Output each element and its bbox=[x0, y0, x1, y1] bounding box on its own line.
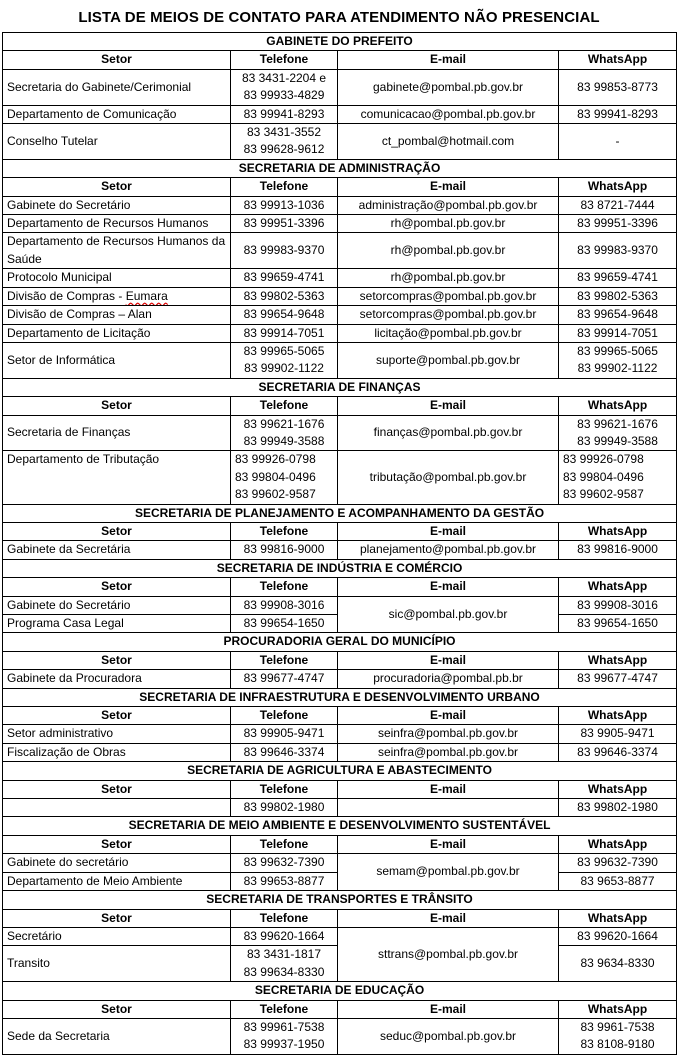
email-cell: ct_pombal@hotmail.com bbox=[338, 124, 559, 160]
setor-cell bbox=[3, 670, 231, 688]
setor-text: Gabinete do secretário bbox=[7, 855, 129, 870]
section-row bbox=[3, 159, 677, 177]
whatsapp-cell: 83 9653-8877 bbox=[559, 872, 677, 890]
header-telefone: Telefone bbox=[231, 578, 338, 596]
header-email: E-mail bbox=[338, 51, 559, 69]
table-row bbox=[3, 105, 677, 123]
header-email: E-mail bbox=[338, 178, 559, 196]
telefone-cell: 83 99914-7051 bbox=[231, 324, 338, 342]
table-row bbox=[3, 342, 677, 378]
telefone-cell: 83 3431-3552 83 99628-9612 bbox=[231, 124, 338, 160]
email-cell: seinfra@pombal.pb.gov.br bbox=[338, 725, 559, 743]
header-whatsapp: WhatsApp bbox=[559, 780, 677, 798]
header-row bbox=[3, 522, 677, 540]
whatsapp-cell: 83 99908-3016 bbox=[559, 596, 677, 614]
section-row bbox=[3, 762, 677, 780]
table-row bbox=[3, 196, 677, 214]
setor-text: Departamento de Meio Ambiente bbox=[7, 873, 183, 888]
setor-text: Departamento de Comunicação bbox=[7, 106, 177, 121]
header-whatsapp: WhatsApp bbox=[559, 909, 677, 927]
email-cell: sttrans@pombal.pb.gov.br bbox=[338, 927, 559, 981]
whatsapp-cell: 83 99914-7051 bbox=[559, 324, 677, 342]
header-telefone: Telefone bbox=[231, 1000, 338, 1018]
header-row bbox=[3, 578, 677, 596]
whatsapp-cell: 83 99654-1650 bbox=[559, 615, 677, 633]
setor-text: Setor administrativo bbox=[7, 726, 114, 741]
setor-text: Secretaria de Finanças bbox=[7, 425, 131, 440]
table-row bbox=[3, 306, 677, 324]
section-title: SECRETARIA DE PLANEJAMENTO E ACOMPANHAMENTO DA GESTÃO bbox=[3, 504, 677, 522]
email-cell: licitação@pombal.pb.gov.br bbox=[338, 324, 559, 342]
header-telefone: Telefone bbox=[231, 522, 338, 540]
table-row bbox=[3, 670, 677, 688]
header-setor: Setor bbox=[3, 780, 231, 798]
section-title: GABINETE DO PREFEITO bbox=[3, 33, 677, 51]
setor-cell bbox=[3, 215, 231, 233]
table-row bbox=[3, 451, 677, 504]
header-telefone: Telefone bbox=[231, 780, 338, 798]
setor-text: Fiscalização de Obras bbox=[7, 744, 126, 759]
telefone-cell: 83 99908-3016 bbox=[231, 596, 338, 614]
whatsapp-cell: 83 99965-5065 83 99902-1122 bbox=[559, 342, 677, 378]
section-title: SECRETARIA DE INFRAESTRUTURA E DESENVOLVIMENTO URBANO bbox=[3, 688, 677, 706]
header-email: E-mail bbox=[338, 651, 559, 669]
header-telefone: Telefone bbox=[231, 707, 338, 725]
header-email: E-mail bbox=[338, 1000, 559, 1018]
table-row bbox=[3, 287, 677, 305]
table-row bbox=[3, 1018, 677, 1054]
table-row bbox=[3, 269, 677, 287]
email-cell: seinfra@pombal.pb.gov.br bbox=[338, 743, 559, 761]
header-row bbox=[3, 178, 677, 196]
header-whatsapp: WhatsApp bbox=[559, 51, 677, 69]
header-email: E-mail bbox=[338, 835, 559, 853]
email-cell: seduc@pombal.pb.gov.br bbox=[338, 1018, 559, 1054]
setor-cell bbox=[3, 105, 231, 123]
setor-cell bbox=[3, 725, 231, 743]
setor-cell bbox=[3, 799, 231, 817]
telefone-cell: 83 99926-0798 83 99804-0496 83 99602-9587 bbox=[231, 451, 338, 504]
telefone-cell: 83 99965-5065 83 99902-1122 bbox=[231, 342, 338, 378]
setor-cell bbox=[3, 287, 231, 305]
email-cell: gabinete@pombal.pb.gov.br bbox=[338, 69, 559, 105]
telefone-cell: 83 99620-1664 bbox=[231, 927, 338, 945]
section-row bbox=[3, 633, 677, 651]
header-telefone: Telefone bbox=[231, 835, 338, 853]
setor-text: Secretaria do Gabinete/Cerimonial bbox=[7, 79, 192, 94]
table-row bbox=[3, 541, 677, 559]
setor-cell bbox=[3, 946, 231, 982]
setor-cell bbox=[3, 324, 231, 342]
whatsapp-cell: 83 99620-1664 bbox=[559, 927, 677, 945]
header-whatsapp: WhatsApp bbox=[559, 707, 677, 725]
header-row bbox=[3, 780, 677, 798]
section-row bbox=[3, 33, 677, 51]
header-row bbox=[3, 51, 677, 69]
telefone-cell: 83 3431-2204 e 83 99933-4829 bbox=[231, 69, 338, 105]
header-whatsapp: WhatsApp bbox=[559, 651, 677, 669]
whatsapp-cell: 83 99646-3374 bbox=[559, 743, 677, 761]
header-whatsapp: WhatsApp bbox=[559, 835, 677, 853]
email-cell: tributação@pombal.pb.gov.br bbox=[338, 451, 559, 504]
whatsapp-cell: 83 99632-7390 bbox=[559, 854, 677, 872]
telefone-cell: 83 99913-1036 bbox=[231, 196, 338, 214]
setor-cell bbox=[3, 233, 231, 269]
setor-text: Conselho Tutelar bbox=[7, 133, 98, 148]
setor-text: Secretário bbox=[7, 928, 62, 943]
header-email: E-mail bbox=[338, 909, 559, 927]
section-title: SECRETARIA DE INDÚSTRIA E COMÉRCIO bbox=[3, 559, 677, 577]
setor-text: Departamento de Recursos Humanos da Saúde bbox=[7, 234, 226, 266]
telefone-cell: 83 99941-8293 bbox=[231, 105, 338, 123]
table-row bbox=[3, 927, 677, 945]
section-title: PROCURADORIA GERAL DO MUNICÍPIO bbox=[3, 633, 677, 651]
header-email: E-mail bbox=[338, 397, 559, 415]
header-row bbox=[3, 835, 677, 853]
table-row bbox=[3, 725, 677, 743]
section-title: SECRETARIA DE FINANÇAS bbox=[3, 378, 677, 396]
email-cell: finanças@pombal.pb.gov.br bbox=[338, 415, 559, 451]
whatsapp-cell: 83 99677-4747 bbox=[559, 670, 677, 688]
setor-text: Departamento de Licitação bbox=[7, 325, 151, 340]
whatsapp-cell: 83 9961-7538 83 8108-9180 bbox=[559, 1018, 677, 1054]
email-cell bbox=[338, 799, 559, 817]
header-email: E-mail bbox=[338, 780, 559, 798]
telefone-cell: 83 3431-1817 83 99634-8330 bbox=[231, 946, 338, 982]
telefone-cell: 83 99905-9471 bbox=[231, 725, 338, 743]
header-email: E-mail bbox=[338, 522, 559, 540]
table-row bbox=[3, 799, 677, 817]
email-cell: rh@pombal.pb.gov.br bbox=[338, 233, 559, 269]
telefone-cell: 83 99621-1676 83 99949-3588 bbox=[231, 415, 338, 451]
header-row bbox=[3, 707, 677, 725]
header-setor: Setor bbox=[3, 51, 231, 69]
table-row bbox=[3, 233, 677, 269]
setor-cell bbox=[3, 124, 231, 160]
header-setor: Setor bbox=[3, 835, 231, 853]
whatsapp-cell: 83 9634-8330 bbox=[559, 946, 677, 982]
setor-text: Setor de Informática bbox=[7, 352, 116, 367]
setor-cell bbox=[3, 196, 231, 214]
setor-text: Gabinete do Secretário bbox=[7, 197, 131, 212]
section-row bbox=[3, 378, 677, 396]
page-title: LISTA DE MEIOS DE CONTATO PARA ATENDIMENTO NÃO PRESENCIAL bbox=[78, 9, 600, 26]
whatsapp-cell: 83 8721-7444 bbox=[559, 196, 677, 214]
email-cell: procuradoria@pombal.pb.br bbox=[338, 670, 559, 688]
whatsapp-cell: 83 9905-9471 bbox=[559, 725, 677, 743]
email-cell: rh@pombal.pb.gov.br bbox=[338, 269, 559, 287]
telefone-cell: 83 99961-7538 83 99937-1950 bbox=[231, 1018, 338, 1054]
telefone-cell: 83 99654-9648 bbox=[231, 306, 338, 324]
email-cell: sic@pombal.pb.gov.br bbox=[338, 596, 559, 633]
header-email: E-mail bbox=[338, 707, 559, 725]
header-whatsapp: WhatsApp bbox=[559, 397, 677, 415]
table-row bbox=[3, 743, 677, 761]
whatsapp-cell: 83 99983-9370 bbox=[559, 233, 677, 269]
setor-name-underlined: Eumara bbox=[125, 288, 168, 303]
setor-cell bbox=[3, 342, 231, 378]
telefone-cell: 83 99951-3396 bbox=[231, 215, 338, 233]
whatsapp-cell: 83 99654-9648 bbox=[559, 306, 677, 324]
setor-cell bbox=[3, 615, 231, 633]
whatsapp-cell: 83 99802-5363 bbox=[559, 287, 677, 305]
header-whatsapp: WhatsApp bbox=[559, 522, 677, 540]
email-cell: setorcompras@pombal.pb.gov.br bbox=[338, 287, 559, 305]
section-title: SECRETARIA DE TRANSPORTES E TRÂNSITO bbox=[3, 891, 677, 909]
telefone-cell: 83 99816-9000 bbox=[231, 541, 338, 559]
header-telefone: Telefone bbox=[231, 909, 338, 927]
setor-cell bbox=[3, 854, 231, 872]
setor-text: Departamento de Recursos Humanos bbox=[7, 216, 209, 231]
setor-cell bbox=[3, 743, 231, 761]
header-setor: Setor bbox=[3, 578, 231, 596]
setor-text: Transito bbox=[7, 956, 50, 971]
section-title: SECRETARIA DE EDUCAÇÃO bbox=[3, 982, 677, 1000]
telefone-cell: 83 99632-7390 bbox=[231, 854, 338, 872]
table-row bbox=[3, 415, 677, 451]
setor-text: Gabinete do Secretário bbox=[7, 597, 131, 612]
header-telefone: Telefone bbox=[231, 178, 338, 196]
section-row bbox=[3, 504, 677, 522]
section-title: SECRETARIA DE AGRICULTURA E ABASTECIMENTO bbox=[3, 762, 677, 780]
section-row bbox=[3, 559, 677, 577]
section-row bbox=[3, 982, 677, 1000]
whatsapp-cell: 83 99951-3396 bbox=[559, 215, 677, 233]
email-cell: setorcompras@pombal.pb.gov.br bbox=[338, 306, 559, 324]
telefone-cell: 83 99983-9370 bbox=[231, 233, 338, 269]
header-row bbox=[3, 651, 677, 669]
whatsapp-cell: 83 99621-1676 83 99949-3588 bbox=[559, 415, 677, 451]
header-setor: Setor bbox=[3, 651, 231, 669]
header-whatsapp: WhatsApp bbox=[559, 178, 677, 196]
whatsapp-cell: 83 99659-4741 bbox=[559, 269, 677, 287]
table-row bbox=[3, 215, 677, 233]
header-whatsapp: WhatsApp bbox=[559, 1000, 677, 1018]
contacts-table bbox=[2, 32, 677, 1055]
setor-text: Departamento de Tributação bbox=[7, 452, 160, 467]
header-whatsapp: WhatsApp bbox=[559, 578, 677, 596]
setor-text: Divisão de Compras - Eumara bbox=[7, 288, 168, 303]
setor-cell bbox=[3, 306, 231, 324]
telefone-cell: 83 99654-1650 bbox=[231, 615, 338, 633]
setor-cell bbox=[3, 596, 231, 614]
whatsapp-cell: 83 99926-0798 83 99804-0496 83 99602-9587 bbox=[559, 451, 677, 504]
email-cell: suporte@pombal.pb.gov.br bbox=[338, 342, 559, 378]
setor-cell bbox=[3, 872, 231, 890]
telefone-cell: 83 99802-1980 bbox=[231, 799, 338, 817]
header-telefone: Telefone bbox=[231, 397, 338, 415]
header-setor: Setor bbox=[3, 1000, 231, 1018]
table-row bbox=[3, 324, 677, 342]
header-telefone: Telefone bbox=[231, 651, 338, 669]
telefone-cell: 83 99802-5363 bbox=[231, 287, 338, 305]
header-telefone: Telefone bbox=[231, 51, 338, 69]
whatsapp-cell: 83 99941-8293 bbox=[559, 105, 677, 123]
header-setor: Setor bbox=[3, 707, 231, 725]
setor-text: Gabinete da Secretária bbox=[7, 542, 131, 557]
setor-cell bbox=[3, 927, 231, 945]
whatsapp-cell: 83 99816-9000 bbox=[559, 541, 677, 559]
email-cell: rh@pombal.pb.gov.br bbox=[338, 215, 559, 233]
header-row bbox=[3, 909, 677, 927]
section-title: SECRETARIA DE ADMINISTRAÇÃO bbox=[3, 159, 677, 177]
whatsapp-cell: 83 99853-8773 bbox=[559, 69, 677, 105]
setor-text: Protocolo Municipal bbox=[7, 270, 112, 285]
email-cell: administração@pombal.pb.gov.br bbox=[338, 196, 559, 214]
setor-text: Divisão de Compras – Alan bbox=[7, 307, 152, 322]
header-setor: Setor bbox=[3, 522, 231, 540]
email-cell: semam@pombal.pb.gov.br bbox=[338, 854, 559, 891]
table-row bbox=[3, 596, 677, 614]
setor-cell bbox=[3, 415, 231, 451]
header-setor: Setor bbox=[3, 397, 231, 415]
setor-cell bbox=[3, 1018, 231, 1054]
whatsapp-cell: - bbox=[559, 124, 677, 160]
header-setor: Setor bbox=[3, 909, 231, 927]
section-row bbox=[3, 891, 677, 909]
table-row bbox=[3, 124, 677, 160]
setor-cell bbox=[3, 451, 231, 504]
setor-cell bbox=[3, 269, 231, 287]
setor-text: Gabinete da Procuradora bbox=[7, 671, 142, 686]
whatsapp-cell: 83 99802-1980 bbox=[559, 799, 677, 817]
telefone-cell: 83 99659-4741 bbox=[231, 269, 338, 287]
telefone-cell: 83 99677-4747 bbox=[231, 670, 338, 688]
setor-cell bbox=[3, 541, 231, 559]
table-row bbox=[3, 854, 677, 872]
header-row bbox=[3, 397, 677, 415]
setor-cell bbox=[3, 69, 231, 105]
email-cell: planejamento@pombal.pb.gov.br bbox=[338, 541, 559, 559]
telefone-cell: 83 99653-8877 bbox=[231, 872, 338, 890]
telefone-cell: 83 99646-3374 bbox=[231, 743, 338, 761]
section-row bbox=[3, 817, 677, 835]
header-email: E-mail bbox=[338, 578, 559, 596]
table-row bbox=[3, 69, 677, 105]
section-row bbox=[3, 688, 677, 706]
setor-text: Programa Casa Legal bbox=[7, 616, 124, 630]
section-title: SECRETARIA DE MEIO AMBIENTE E DESENVOLVIMENTO SUSTENTÁVEL bbox=[3, 817, 677, 835]
setor-text: Sede da Secretaria bbox=[7, 1028, 110, 1043]
email-cell: comunicacao@pombal.pb.gov.br bbox=[338, 105, 559, 123]
header-row bbox=[3, 1000, 677, 1018]
header-setor: Setor bbox=[3, 178, 231, 196]
